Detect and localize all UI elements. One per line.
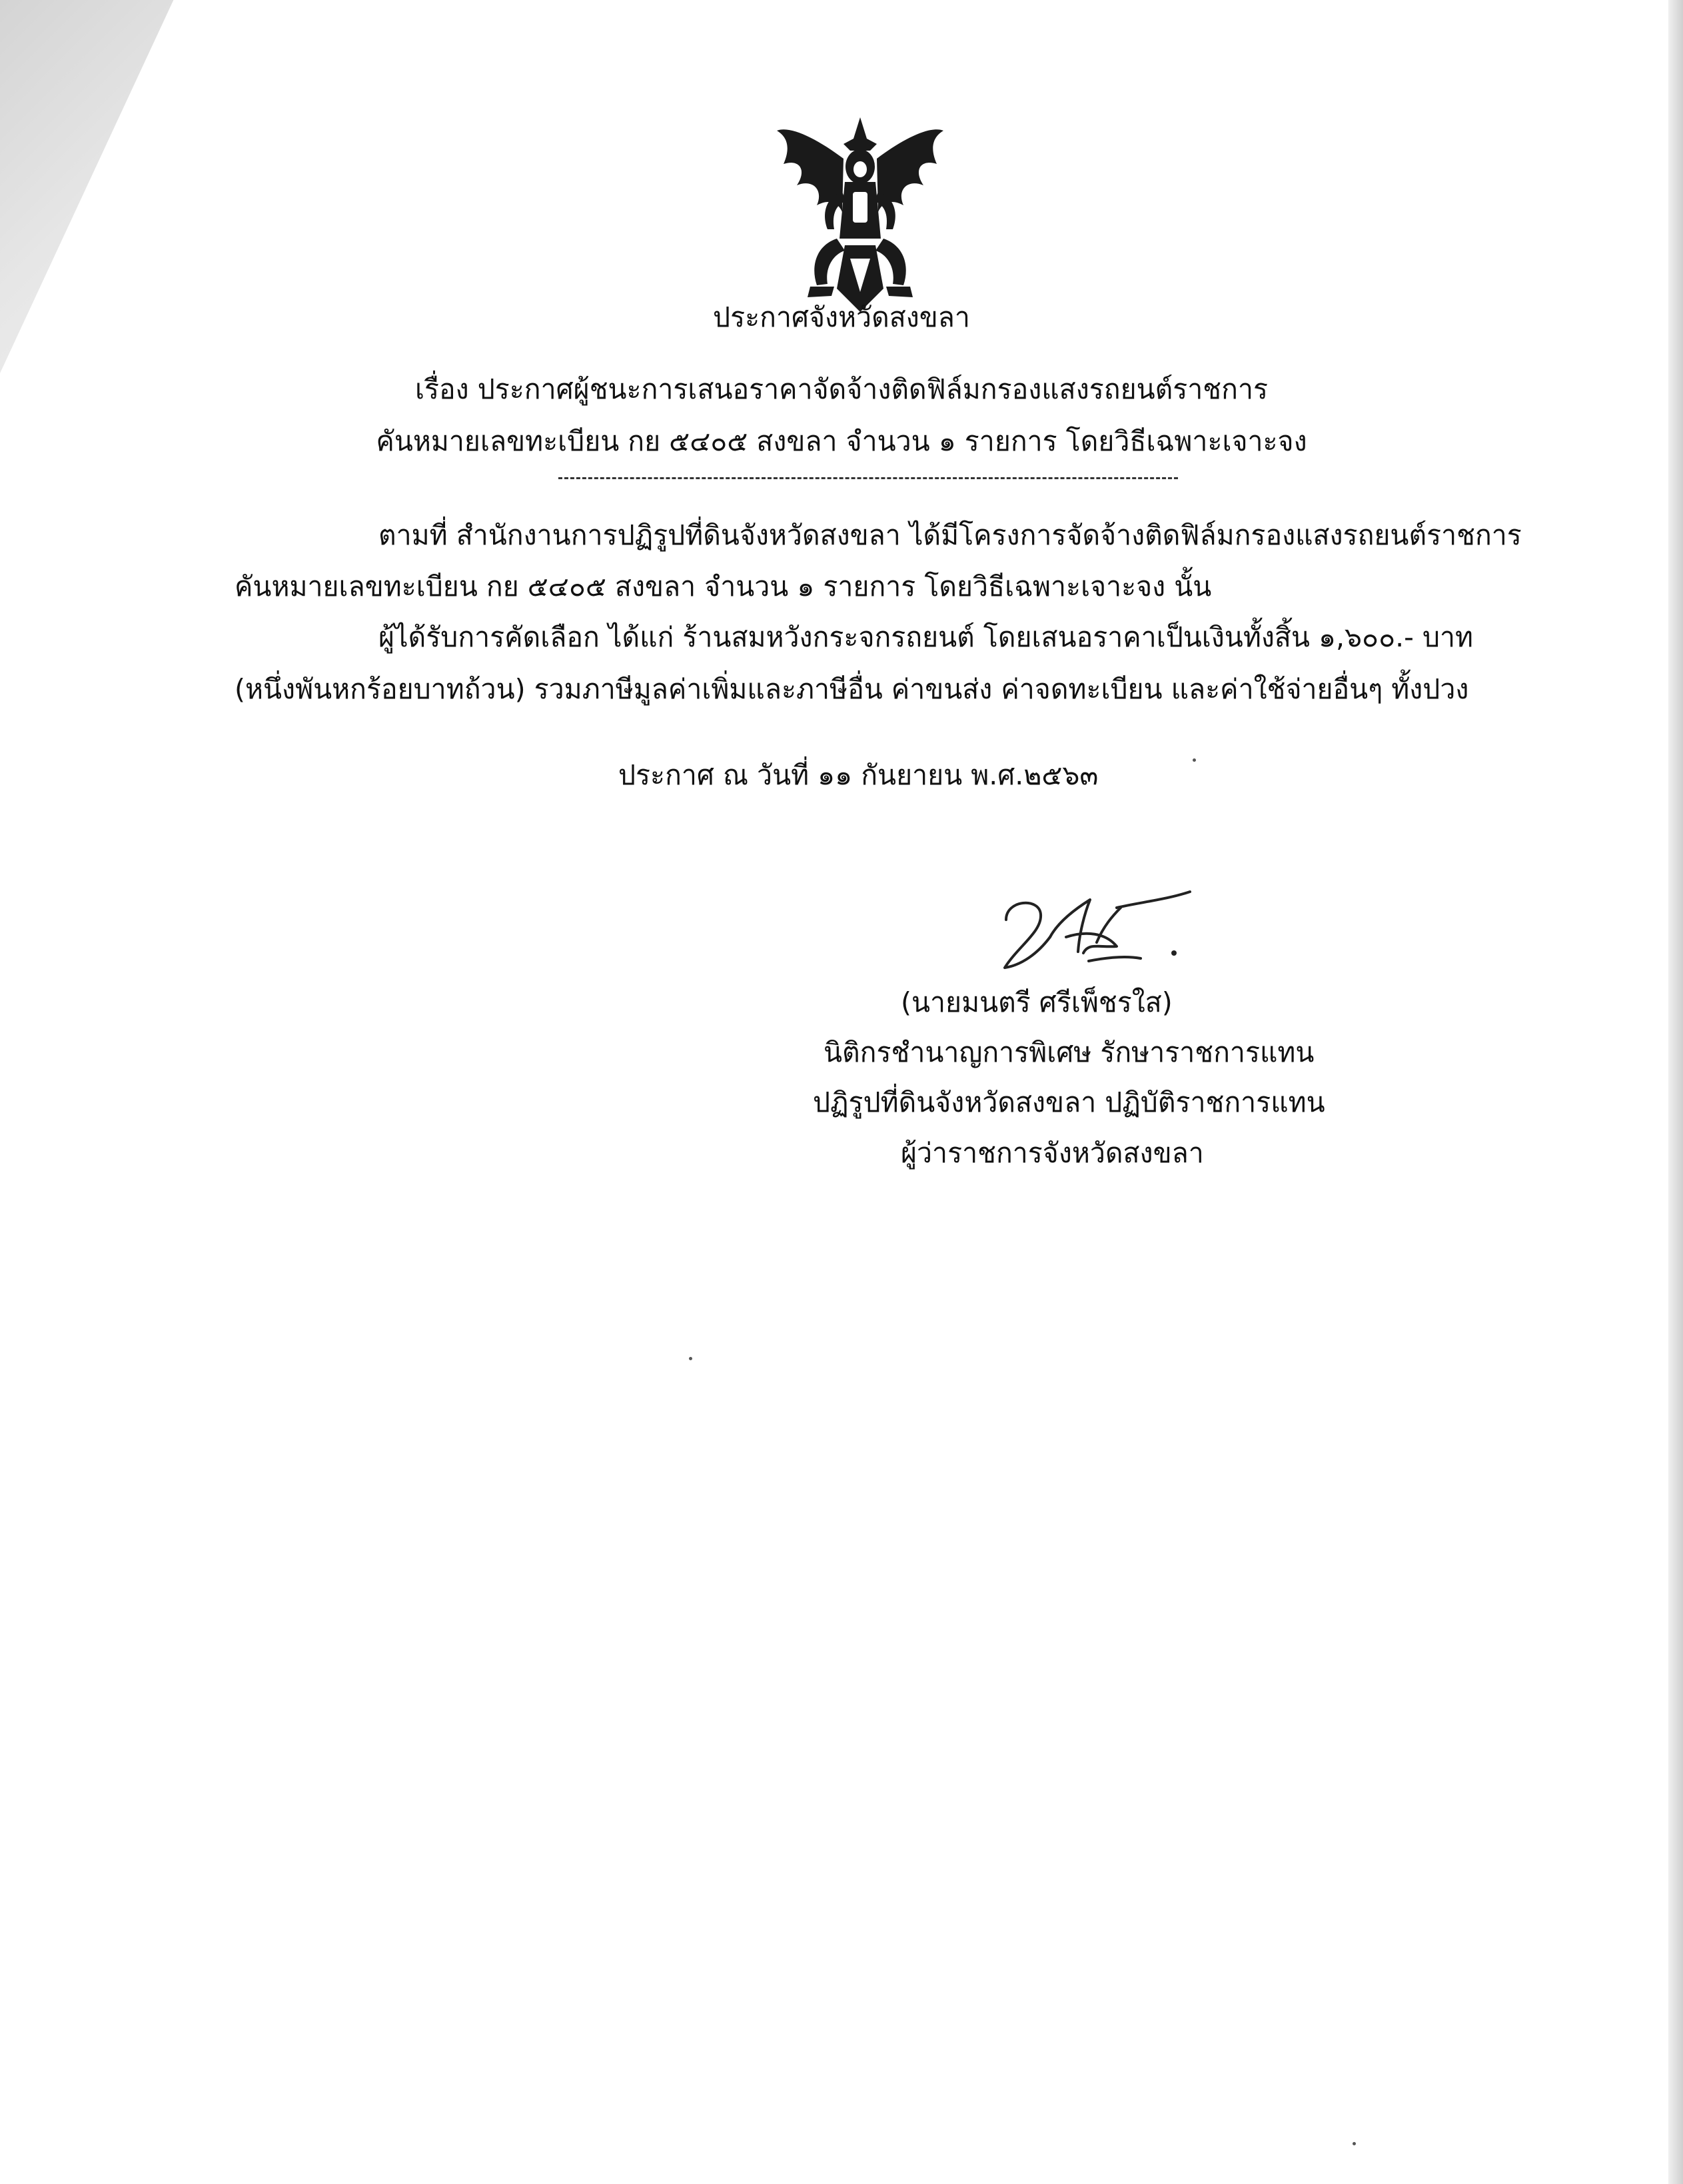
body-para1-line1: ตามที่ สำนักงานการปฏิรูปที่ดินจังหวัดสงขลา ได้มีโครงการจัดจ้างติดฟิล์มกรองแสงรถยนต์ราชการ: [378, 519, 1522, 551]
ink-speck: [1193, 758, 1196, 762]
signatory-name: (นายมนตรี ศรีเพ็ชรใส): [901, 986, 1173, 1018]
ink-speck: [1353, 2142, 1356, 2145]
signatory-title-2: ปฏิรูปที่ดินจังหวัดสงขลา ปฏิบัติราชการแทน: [813, 1086, 1325, 1118]
signatory-title-1: นิติกรชำนาญการพิเศษ รักษาราชการแทน: [824, 1036, 1315, 1068]
body-para2-line1: ผู้ได้รับการคัดเลือก ได้แก่ ร้านสมหวังกระจกรถยนต์ โดยเสนอราคาเป็นเงินทั้งสิ้น ๑,๖๐๐.- บาท: [378, 621, 1474, 653]
announcement-date: ประกาศ ณ วันที่ ๑๑ กันยายน พ.ศ.๒๕๖๓: [618, 759, 1099, 791]
signatory-title-3: ผู้ว่าราชการจังหวัดสงขลา: [901, 1137, 1204, 1169]
garuda-emblem-icon: [770, 112, 950, 319]
separator-line: [558, 477, 1178, 479]
body-para2-line2: (หนึ่งพันหกร้อยบาทถ้วน) รวมภาษีมูลค่าเพิ่มและภาษีอื่น ค่าขนส่ง ค่าจดทะเบียน และค่าใช้จ่ายอื่นๆ ทั้งปวง: [235, 673, 1469, 705]
handwritten-signature: [966, 873, 1193, 986]
subject-line-1: เรื่อง ประกาศผู้ชนะการเสนอราคาจัดจ้างติดฟิล์มกรองแสงรถยนต์ราชการ: [415, 373, 1268, 405]
body-para1-line2: คันหมายเลขทะเบียน กย ๕๔๐๕ สงขลา จำนวน ๑ รายการ โดยวิธีเฉพาะเจาะจง นั้น: [235, 570, 1212, 602]
ink-speck: [689, 1357, 692, 1360]
subject-line-2: คันหมายเลขทะเบียน กย ๕๔๐๕ สงขลา จำนวน ๑ รายการ โดยวิธีเฉพาะเจาะจง: [376, 425, 1307, 457]
issuing-authority: ประกาศจังหวัดสงขลา: [713, 301, 970, 333]
